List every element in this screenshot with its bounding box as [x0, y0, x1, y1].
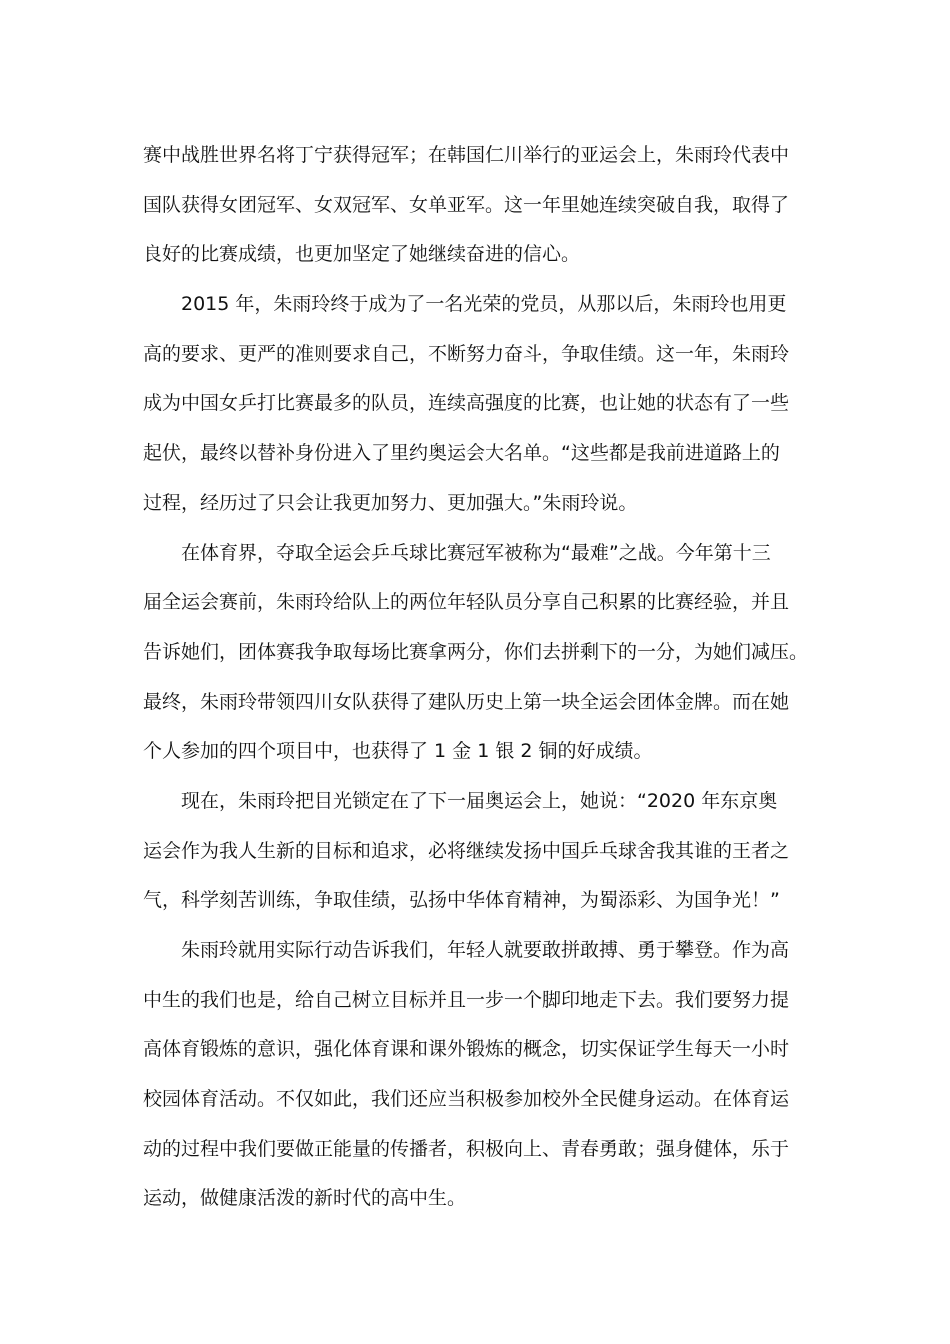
text-line: 赛中战胜世界名将丁宁获得冠军；在韩国仁川举行的亚运会上，朱雨玲代表中	[143, 144, 790, 166]
text-line: 校园体育活动。不仅如此，我们还应当积极参加校外全民健身运动。在体育运	[143, 1088, 790, 1111]
text-line: 过程，经历过了只会让我更加努力、更加强大。”朱雨玲说。	[143, 491, 638, 514]
text-line: 运会作为我人生新的目标和追求，必将继续发扬中国乒乓球舍我其谁的王者之	[143, 839, 790, 862]
text-line: 高的要求、更严的准则要求自己，不断努力奋斗，争取佳绩。这一年，朱雨玲	[143, 342, 790, 365]
text-line: 最终，朱雨玲带领四川女队获得了建队历史上第一块全运会团体金牌。而在她	[143, 690, 790, 713]
text-line: 个人参加的四个项目中，也获得了 1 金 1 银 2 铜的好成绩。	[143, 740, 653, 763]
paragraph-first-line: 2015 年，朱雨玲终于成为了一名光荣的党员，从那以后，朱雨玲也用更	[181, 293, 787, 316]
text-line: 运动，做健康活泼的新时代的高中生。	[143, 1187, 467, 1210]
text-line: 国队获得女团冠军、女双冠军、女单亚军。这一年里她连续突破自我，取得了	[143, 193, 790, 216]
text-line: 气，科学刻苦训练，争取佳绩，弘扬中华体育精神，为蜀添彩、为国争光！”	[143, 889, 780, 912]
paragraph-first-line: 朱雨玲就用实际行动告诉我们，年轻人就要敢拼敢搏、勇于攀登。作为高	[181, 939, 790, 961]
text-line: 届全运会赛前，朱雨玲给队上的两位年轻队员分享自己积累的比赛经验，并且	[143, 591, 790, 614]
text-line: 成为中国女乒打比赛最多的队员，连续高强度的比赛，也让她的状态有了一些	[143, 392, 790, 415]
document-body	[143, 131, 811, 1224]
paragraph-first-line: 在体育界，夺取全运会乒乓球比赛冠军被称为“最难”之战。今年第十三	[181, 541, 771, 564]
text-line: 中生的我们也是，给自己树立目标并且一步一个脚印地走下去。我们要努力提	[143, 988, 790, 1011]
text-line: 起伏，最终以替补身份进入了里约奥运会大名单。“这些都是我前进道路上的	[143, 442, 780, 465]
text-line: 高体育锻炼的意识，强化体育课和课外锻炼的概念，切实保证学生每天一小时	[143, 1038, 790, 1061]
text-line: 良好的比赛成绩，也更加坚定了她继续奋进的信心。	[143, 243, 581, 266]
text-line: 告诉她们，团体赛我争取每场比赛拿两分，你们去拼剩下的一分，为她们减压。	[143, 640, 809, 663]
text-line: 动的过程中我们要做正能量的传播者，积极向上、青春勇敢；强身健体，乐于	[143, 1137, 790, 1160]
paragraph-first-line: 现在，朱雨玲把目光锁定在了下一届奥运会上，她说：“2020 年东京奥	[181, 789, 778, 812]
